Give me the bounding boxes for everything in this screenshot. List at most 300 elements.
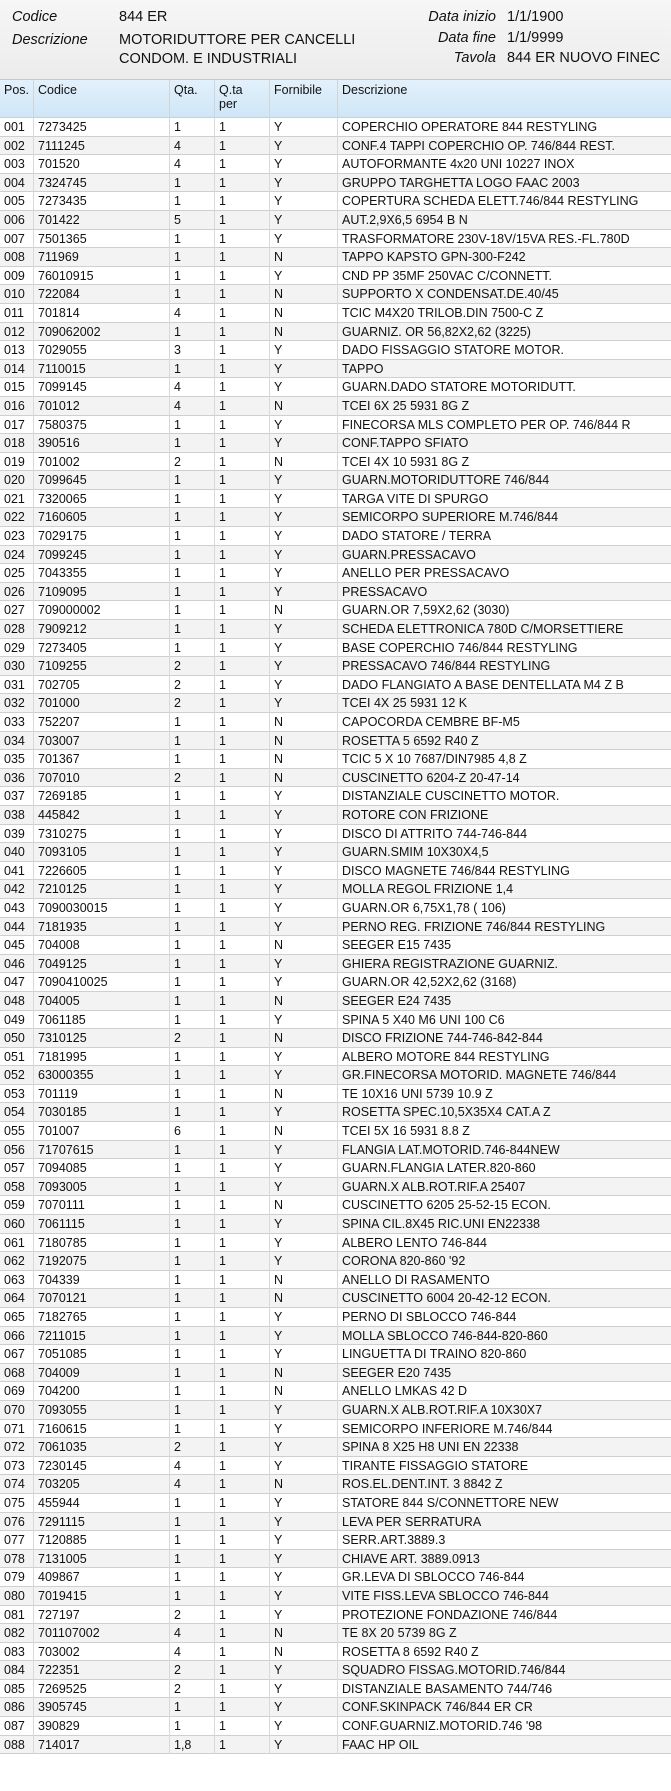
- cell-qta: 1: [170, 918, 215, 937]
- table-row[interactable]: [0, 1215, 671, 1234]
- table-row[interactable]: [0, 1141, 671, 1160]
- cell-pos: 027: [0, 601, 34, 620]
- cell-descrizione: GRUPPO TARGHETTA LOGO FAAC 2003: [342, 175, 580, 190]
- table-row[interactable]: [0, 1382, 671, 1401]
- cell-descrizione: STATORE 844 S/CONNETTORE NEW: [342, 1495, 559, 1510]
- cell-descrizione: SEEGER E20 7435: [342, 1365, 452, 1380]
- table-row[interactable]: [0, 155, 671, 174]
- table-row[interactable]: [0, 360, 671, 379]
- table-row[interactable]: [0, 787, 671, 806]
- cell-qta-per: 1: [215, 1234, 270, 1253]
- cell-fornibile: Y: [270, 1606, 338, 1625]
- table-row[interactable]: [0, 192, 671, 211]
- cell-qta-per: 1: [215, 1382, 270, 1401]
- cell-pos: 024: [0, 546, 34, 565]
- cell-fornibile: Y: [270, 1531, 338, 1550]
- cell-qta-per: 1: [215, 1550, 270, 1569]
- cell-fornibile: Y: [270, 694, 338, 713]
- cell-qta-per: 1: [215, 1327, 270, 1346]
- cell-qta: 4: [170, 378, 215, 397]
- cell-fornibile: Y: [270, 1550, 338, 1569]
- table-row[interactable]: [0, 825, 671, 844]
- cell-codice: 7111245: [34, 137, 170, 156]
- cell-fornibile: N: [270, 601, 338, 620]
- cell-fornibile: Y: [270, 657, 338, 676]
- cell-pos: 077: [0, 1531, 34, 1550]
- cell-qta: 1: [170, 1215, 215, 1234]
- cell-codice: 7180785: [34, 1234, 170, 1253]
- cell-pos: 070: [0, 1401, 34, 1420]
- cell-qta: 1: [170, 564, 215, 583]
- table-row[interactable]: [0, 1178, 671, 1197]
- table-row[interactable]: [0, 1401, 671, 1420]
- table-row[interactable]: [0, 1438, 671, 1457]
- cell-qta-per: 1: [215, 248, 270, 267]
- cell-codice: 7093105: [34, 843, 170, 862]
- cell-codice: 7051085: [34, 1345, 170, 1364]
- cell-fornibile: Y: [270, 211, 338, 230]
- cell-qta: 1: [170, 713, 215, 732]
- cell-qta-per: 1: [215, 1085, 270, 1104]
- table-row[interactable]: [0, 1624, 671, 1643]
- cell-fornibile: N: [270, 1122, 338, 1141]
- table-row[interactable]: [0, 137, 671, 156]
- cell-codice: 7099145: [34, 378, 170, 397]
- table-row[interactable]: [0, 490, 671, 509]
- table-row[interactable]: [0, 843, 671, 862]
- table-row[interactable]: [0, 1420, 671, 1439]
- cell-qta-per: 1: [215, 1420, 270, 1439]
- cell-descrizione: PRESSACAVO: [342, 584, 428, 599]
- cell-pos: 020: [0, 471, 34, 490]
- cell-fornibile: Y: [270, 1717, 338, 1736]
- cell-qta-per: 1: [215, 174, 270, 193]
- table-row[interactable]: [0, 806, 671, 825]
- cell-qta: 1: [170, 806, 215, 825]
- cell-fornibile: Y: [270, 118, 338, 137]
- table-row[interactable]: [0, 992, 671, 1011]
- cell-fornibile: Y: [270, 230, 338, 249]
- cell-codice: 7110015: [34, 360, 170, 379]
- cell-descrizione: CONF.TAPPO SFIATO: [342, 436, 469, 451]
- cell-qta-per: 1: [215, 267, 270, 286]
- cell-codice: 3905745: [34, 1698, 170, 1717]
- cell-descrizione: DADO FLANGIATO A BASE DENTELLATA M4 Z B: [342, 677, 624, 692]
- table-row[interactable]: [0, 1698, 671, 1717]
- cell-fornibile: Y: [270, 1420, 338, 1439]
- cell-pos: 042: [0, 880, 34, 899]
- cell-qta: 1: [170, 1085, 215, 1104]
- table-row[interactable]: [0, 1271, 671, 1290]
- table-row[interactable]: [0, 527, 671, 546]
- cell-descrizione: ANELLO PER PRESSACAVO: [342, 566, 510, 581]
- table-row[interactable]: [0, 416, 671, 435]
- cell-fornibile: N: [270, 453, 338, 472]
- table-row[interactable]: [0, 694, 671, 713]
- cell-codice: 7019415: [34, 1587, 170, 1606]
- cell-qta: 4: [170, 304, 215, 323]
- cell-fornibile: Y: [270, 1680, 338, 1699]
- cell-codice: 7030185: [34, 1103, 170, 1122]
- table-row[interactable]: [0, 1513, 671, 1532]
- cell-codice: 7226605: [34, 862, 170, 881]
- cell-descrizione: FLANGIA LAT.MOTORID.746-844NEW: [342, 1142, 560, 1157]
- cell-qta: 2: [170, 1438, 215, 1457]
- cell-fornibile: Y: [270, 955, 338, 974]
- cell-codice: 7093055: [34, 1401, 170, 1420]
- table-row[interactable]: [0, 769, 671, 788]
- cell-qta-per: 1: [215, 192, 270, 211]
- table-row[interactable]: [0, 899, 671, 918]
- cell-descrizione: SEMICORPO INFERIORE M.746/844: [342, 1421, 553, 1436]
- table-row[interactable]: [0, 341, 671, 360]
- cell-fornibile: N: [270, 1475, 338, 1494]
- cell-pos: 043: [0, 899, 34, 918]
- table-row[interactable]: [0, 1159, 671, 1178]
- cell-qta-per: 1: [215, 713, 270, 732]
- table-row[interactable]: [0, 1103, 671, 1122]
- cell-pos: 086: [0, 1698, 34, 1717]
- table-row[interactable]: [0, 508, 671, 527]
- cell-descrizione: SERR.ART.3889.3: [342, 1533, 446, 1548]
- cell-qta: 2: [170, 694, 215, 713]
- cell-descrizione: CUSCINETTO 6204-Z 20-47-14: [342, 770, 520, 785]
- cell-pos: 087: [0, 1717, 34, 1736]
- cell-codice: 7324745: [34, 174, 170, 193]
- table-row[interactable]: [0, 471, 671, 490]
- cell-pos: 012: [0, 323, 34, 342]
- table-row[interactable]: [0, 583, 671, 602]
- table-row[interactable]: [0, 639, 671, 658]
- cell-pos: 057: [0, 1159, 34, 1178]
- cell-qta-per: 1: [215, 137, 270, 156]
- cell-descrizione: CONF.GUARNIZ.MOTORID.746 '98: [342, 1719, 543, 1734]
- cell-fornibile: N: [270, 1271, 338, 1290]
- cell-codice: 7160615: [34, 1420, 170, 1439]
- cell-descrizione: PERNO REG. FRIZIONE 746/844 RESTYLING: [342, 919, 606, 934]
- cell-descrizione: GR.LEVA DI SBLOCCO 746-844: [342, 1570, 525, 1585]
- cell-descrizione: SUPPORTO X CONDENSAT.DE.40/45: [342, 287, 559, 302]
- cell-qta-per: 1: [215, 155, 270, 174]
- table-row[interactable]: [0, 918, 671, 937]
- cell-qta-per: 1: [215, 211, 270, 230]
- cell-codice: 701000: [34, 694, 170, 713]
- cell-fornibile: N: [270, 323, 338, 342]
- table-row[interactable]: [0, 323, 671, 342]
- cell-descrizione: CORONA 820-860 '92: [342, 1254, 466, 1269]
- cell-pos: 009: [0, 267, 34, 286]
- cell-pos: 075: [0, 1494, 34, 1513]
- cell-qta-per: 1: [215, 583, 270, 602]
- column-header-descrizione[interactable]: Descrizione: [342, 83, 408, 97]
- cell-qta: 4: [170, 1624, 215, 1643]
- table-row[interactable]: [0, 1680, 671, 1699]
- cell-pos: 019: [0, 453, 34, 472]
- cell-pos: 081: [0, 1606, 34, 1625]
- table-row[interactable]: [0, 1661, 671, 1680]
- table-row[interactable]: [0, 546, 671, 565]
- table-row[interactable]: [0, 1234, 671, 1253]
- table-row[interactable]: [0, 1345, 671, 1364]
- cell-pos: 056: [0, 1141, 34, 1160]
- cell-qta: 1: [170, 825, 215, 844]
- cell-codice: 7310275: [34, 825, 170, 844]
- cell-qta-per: 1: [215, 862, 270, 881]
- cell-descrizione: ANELLO LMKAS 42 D: [342, 1384, 468, 1399]
- cell-qta-per: 1: [215, 1103, 270, 1122]
- table-row[interactable]: [0, 862, 671, 881]
- table-row[interactable]: [0, 1252, 671, 1271]
- cell-descrizione: MOLLA SBLOCCO 746-844-820-860: [342, 1328, 548, 1343]
- cell-qta-per: 1: [215, 1159, 270, 1178]
- cell-descrizione: ALBERO MOTORE 844 RESTYLING: [342, 1049, 550, 1064]
- cell-qta: 6: [170, 1122, 215, 1141]
- table-row[interactable]: [0, 676, 671, 695]
- cell-fornibile: Y: [270, 564, 338, 583]
- cell-pos: 054: [0, 1103, 34, 1122]
- cell-fornibile: N: [270, 397, 338, 416]
- cell-descrizione: PRESSACAVO 746/844 RESTYLING: [342, 659, 551, 674]
- cell-qta-per: 1: [215, 118, 270, 137]
- cell-fornibile: Y: [270, 490, 338, 509]
- table-row[interactable]: [0, 211, 671, 230]
- cell-pos: 058: [0, 1178, 34, 1197]
- parts-table-body: [0, 118, 671, 1754]
- cell-pos: 050: [0, 1029, 34, 1048]
- cell-qta-per: 1: [215, 806, 270, 825]
- cell-qta-per: 1: [215, 787, 270, 806]
- column-header-qta[interactable]: Qta.: [170, 80, 215, 118]
- table-row[interactable]: [0, 1568, 671, 1587]
- cell-fornibile: Y: [270, 787, 338, 806]
- data-fine-label: Data fine: [437, 30, 496, 46]
- cell-qta-per: 1: [215, 490, 270, 509]
- cell-qta: 4: [170, 397, 215, 416]
- cell-qta: 2: [170, 1661, 215, 1680]
- table-row[interactable]: [0, 713, 671, 732]
- cell-qta-per: 1: [215, 1141, 270, 1160]
- cell-descrizione: TCIC 5 X 10 7687/DIN7985 4,8 Z: [342, 752, 527, 767]
- cell-qta: 1: [170, 583, 215, 602]
- table-row[interactable]: [0, 564, 671, 583]
- cell-fornibile: Y: [270, 155, 338, 174]
- cell-qta: 2: [170, 1606, 215, 1625]
- cell-fornibile: Y: [270, 1513, 338, 1532]
- cell-qta: 2: [170, 1680, 215, 1699]
- table-row[interactable]: [0, 1048, 671, 1067]
- table-row[interactable]: [0, 1457, 671, 1476]
- table-row[interactable]: [0, 1122, 671, 1141]
- table-row[interactable]: [0, 1066, 671, 1085]
- table-row[interactable]: [0, 620, 671, 639]
- cell-qta-per: 1: [215, 1289, 270, 1308]
- table-row[interactable]: [0, 304, 671, 323]
- cell-pos: 005: [0, 192, 34, 211]
- cell-qta: 1: [170, 1717, 215, 1736]
- table-row[interactable]: [0, 453, 671, 472]
- cell-qta: 1: [170, 1141, 215, 1160]
- cell-codice: 7099245: [34, 546, 170, 565]
- cell-codice: 704008: [34, 936, 170, 955]
- cell-codice: 704200: [34, 1382, 170, 1401]
- cell-codice: 7070121: [34, 1289, 170, 1308]
- table-row[interactable]: [0, 973, 671, 992]
- cell-descrizione: GR.FINECORSA MOTORID. MAGNETE 746/844: [342, 1068, 617, 1083]
- cell-codice: 409867: [34, 1568, 170, 1587]
- cell-codice: 707010: [34, 769, 170, 788]
- cell-descrizione: ROSETTA 8 6592 R40 Z: [342, 1644, 479, 1659]
- table-row[interactable]: [0, 378, 671, 397]
- table-row[interactable]: [0, 1587, 671, 1606]
- cell-descrizione: CAPOCORDA CEMBRE BF-M5: [342, 715, 520, 729]
- cell-pos: 013: [0, 341, 34, 360]
- cell-fornibile: Y: [270, 341, 338, 360]
- cell-descrizione: GUARN.OR 6,75X1,78 ( 106): [342, 900, 506, 915]
- table-row[interactable]: [0, 732, 671, 751]
- table-row[interactable]: [0, 657, 671, 676]
- cell-fornibile: N: [270, 769, 338, 788]
- cell-codice: 7049125: [34, 955, 170, 974]
- table-row[interactable]: [0, 248, 671, 267]
- cell-descrizione: GUARN.SMIM 10X30X4,5: [342, 845, 489, 860]
- cell-codice: 7093005: [34, 1178, 170, 1197]
- cell-descrizione: GUARN.X ALB.ROT.RIF.A 25407: [342, 1179, 526, 1194]
- cell-qta-per: 1: [215, 285, 270, 304]
- table-row[interactable]: [0, 1494, 671, 1513]
- cell-descrizione: SPINA 5 X40 M6 UNI 100 C6: [342, 1012, 505, 1027]
- cell-qta-per: 1: [215, 341, 270, 360]
- table-row[interactable]: [0, 1364, 671, 1383]
- cell-qta: 1: [170, 862, 215, 881]
- cell-qta-per: 1: [215, 1717, 270, 1736]
- table-row[interactable]: [0, 267, 671, 286]
- cell-pos: 048: [0, 992, 34, 1011]
- cell-descrizione: SCHEDA ELETTRONICA 780D C/MORSETTIERE: [342, 622, 624, 637]
- cell-fornibile: Y: [270, 378, 338, 397]
- cell-qta: 1: [170, 118, 215, 137]
- cell-codice: 701119: [34, 1085, 170, 1104]
- table-row[interactable]: [0, 601, 671, 620]
- table-row[interactable]: [0, 1475, 671, 1494]
- cell-qta: 4: [170, 1457, 215, 1476]
- cell-qta: 1: [170, 1382, 215, 1401]
- cell-qta-per: 1: [215, 1252, 270, 1271]
- cell-qta-per: 1: [215, 1029, 270, 1048]
- cell-qta: 1: [170, 1011, 215, 1030]
- table-row[interactable]: [0, 1289, 671, 1308]
- table-row[interactable]: [0, 1308, 671, 1327]
- cell-descrizione: DISCO FRIZIONE 744-746-842-844: [342, 1031, 543, 1046]
- cell-qta: 2: [170, 453, 215, 472]
- cell-codice: 390516: [34, 434, 170, 453]
- cell-fornibile: Y: [270, 620, 338, 639]
- table-row[interactable]: [0, 1029, 671, 1048]
- cell-codice: 7310125: [34, 1029, 170, 1048]
- cell-pos: 083: [0, 1643, 34, 1662]
- cell-fornibile: Y: [270, 267, 338, 286]
- table-row[interactable]: [0, 285, 671, 304]
- cell-fornibile: Y: [270, 1661, 338, 1680]
- cell-descrizione: GUARN.FLANGIA LATER.820-860: [342, 1161, 536, 1176]
- cell-qta-per: 1: [215, 899, 270, 918]
- cell-pos: 060: [0, 1215, 34, 1234]
- table-row[interactable]: [0, 1606, 671, 1625]
- cell-qta: 1: [170, 843, 215, 862]
- cell-qta-per: 1: [215, 955, 270, 974]
- cell-qta: 1: [170, 267, 215, 286]
- cell-qta-per: 1: [215, 1680, 270, 1699]
- cell-qta-per: 1: [215, 1048, 270, 1067]
- cell-qta-per: 1: [215, 992, 270, 1011]
- table-row[interactable]: [0, 1085, 671, 1104]
- cell-descrizione: AUTOFORMANTE 4x20 UNI 10227 INOX: [342, 157, 575, 172]
- table-row[interactable]: [0, 750, 671, 769]
- cell-descrizione: DISCO MAGNETE 746/844 RESTYLING: [342, 863, 570, 878]
- cell-qta: 1: [170, 1568, 215, 1587]
- cell-qta: 1: [170, 620, 215, 639]
- cell-qta: 1: [170, 992, 215, 1011]
- cell-qta-per: 1: [215, 1011, 270, 1030]
- table-row[interactable]: [0, 955, 671, 974]
- table-row[interactable]: [0, 230, 671, 249]
- cell-fornibile: Y: [270, 1438, 338, 1457]
- table-row[interactable]: [0, 1327, 671, 1346]
- column-header-pos[interactable]: Pos.: [0, 80, 34, 118]
- column-header-fornibile[interactable]: Fornibile: [270, 80, 338, 118]
- table-row[interactable]: [0, 118, 671, 137]
- table-row[interactable]: [0, 1550, 671, 1569]
- table-row[interactable]: [0, 174, 671, 193]
- cell-descrizione: TE 8X 20 5739 8G Z: [342, 1626, 457, 1641]
- cell-codice: 7210125: [34, 880, 170, 899]
- column-header-codice[interactable]: Codice: [34, 80, 170, 118]
- cell-descrizione: SPINA 8 X25 H8 UNI EN 22338: [342, 1440, 519, 1455]
- cell-fornibile: Y: [270, 806, 338, 825]
- cell-pos: 067: [0, 1345, 34, 1364]
- cell-qta-per: 1: [215, 1122, 270, 1141]
- cell-descrizione: VITE FISS.LEVA SBLOCCO 746-844: [342, 1588, 549, 1603]
- table-row[interactable]: [0, 397, 671, 416]
- cell-fornibile: Y: [270, 1736, 338, 1755]
- cell-fornibile: N: [270, 713, 338, 732]
- cell-qta-per: 1: [215, 694, 270, 713]
- column-header-qta-per[interactable]: Q.ta per: [215, 80, 270, 118]
- table-row[interactable]: [0, 434, 671, 453]
- cell-descrizione: GUARN.OR 42,52X2,62 (3168): [342, 975, 517, 990]
- cell-pos: 073: [0, 1457, 34, 1476]
- cell-descrizione: ALBERO LENTO 746-844: [342, 1235, 487, 1250]
- cell-qta: 1: [170, 1271, 215, 1290]
- cell-descrizione: GUARNIZ. OR 56,82X2,62 (3225): [342, 324, 531, 339]
- cell-qta: 1: [170, 174, 215, 193]
- cell-codice: 7109255: [34, 657, 170, 676]
- cell-codice: 7181935: [34, 918, 170, 937]
- table-row[interactable]: [0, 1011, 671, 1030]
- cell-codice: 7029175: [34, 527, 170, 546]
- cell-pos: 052: [0, 1066, 34, 1085]
- table-row[interactable]: [0, 880, 671, 899]
- table-row[interactable]: [0, 1736, 671, 1755]
- cell-pos: 039: [0, 825, 34, 844]
- table-row[interactable]: [0, 936, 671, 955]
- cell-qta: 4: [170, 155, 215, 174]
- table-row[interactable]: [0, 1531, 671, 1550]
- table-row[interactable]: [0, 1196, 671, 1215]
- table-row[interactable]: [0, 1717, 671, 1736]
- cell-descrizione: SPINA CIL.8X45 RIC.UNI EN22338: [342, 1217, 541, 1232]
- cell-codice: 71707615: [34, 1141, 170, 1160]
- table-row[interactable]: [0, 1643, 671, 1662]
